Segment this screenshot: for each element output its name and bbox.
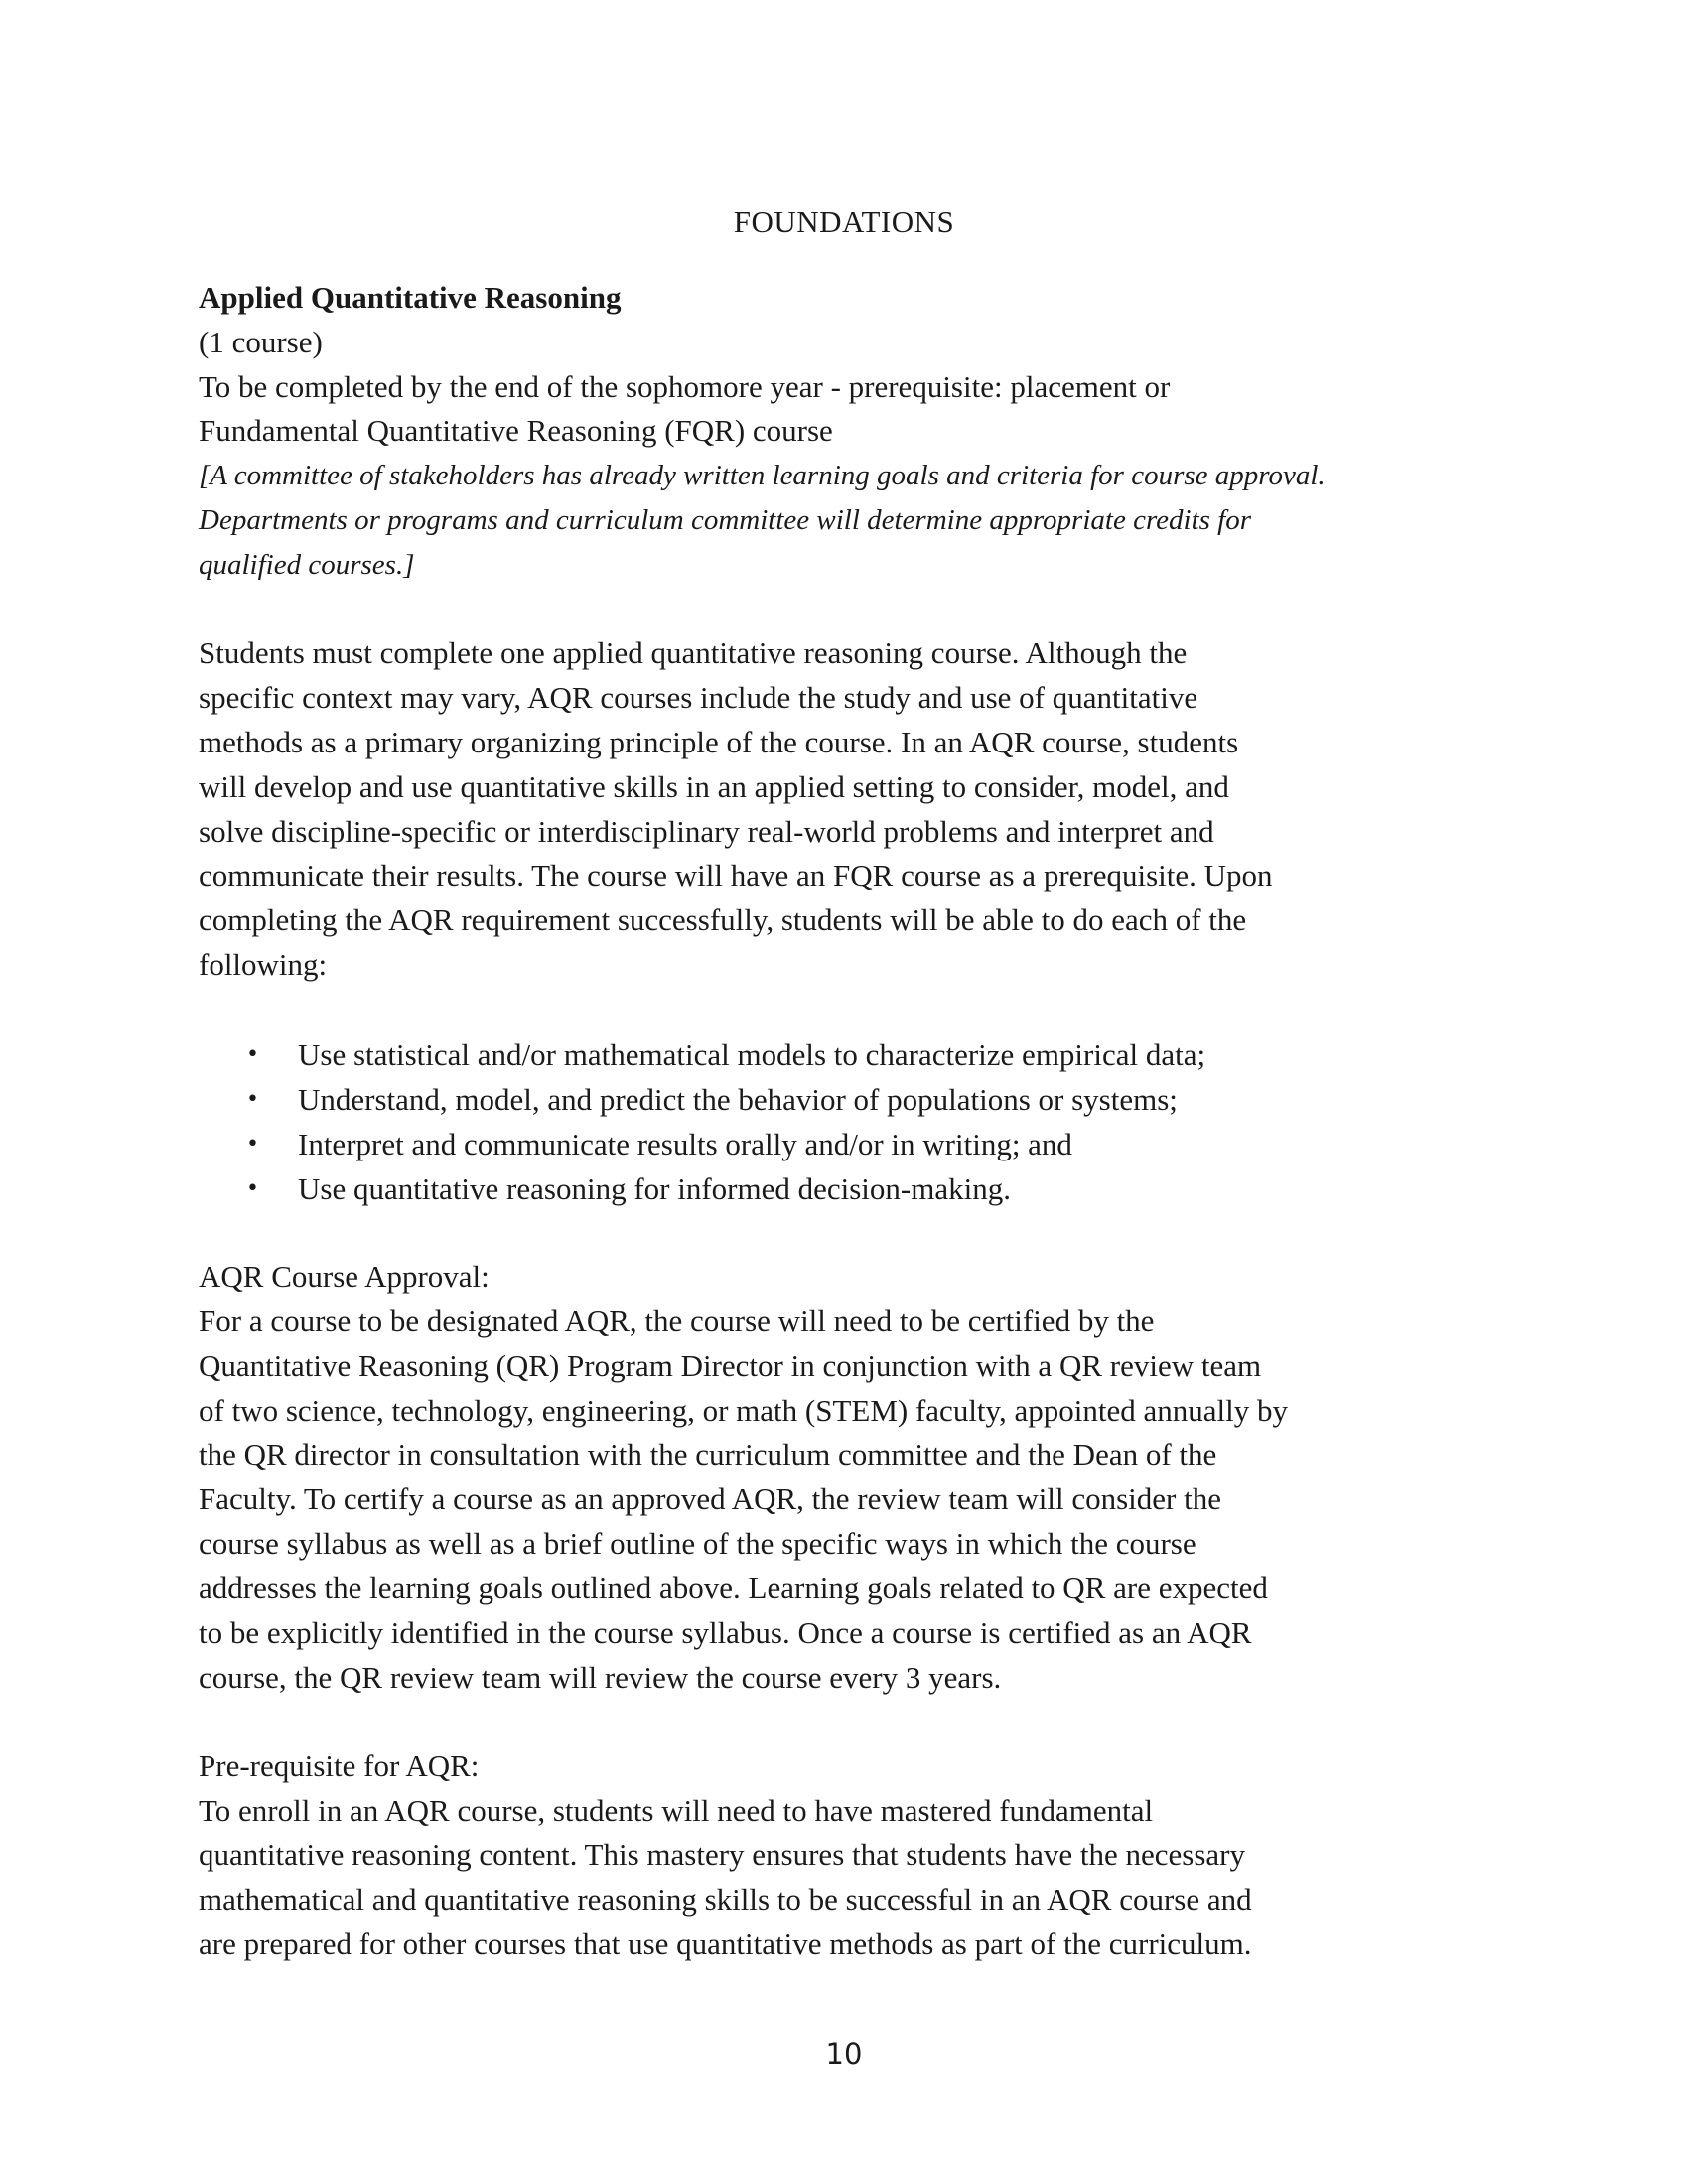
list-item — [199, 1077, 1509, 1122]
approval-line: For a course to be designated AQR, the course will need to be certified by the — [199, 1303, 1155, 1339]
intro-line: solve discipline-specific or interdisciplinary real-world problems and interpret and — [199, 813, 1214, 849]
committee-note-line: Departments or programs and curriculum committee will determine appropriate credits for — [199, 503, 1252, 536]
paragraph-spacer — [199, 588, 1509, 632]
approval-line: to be explicitly identified in the course syllabus. Once a course is certified as an AQR — [199, 1614, 1252, 1650]
committee-note-line: qualified courses.] — [199, 548, 415, 581]
approval-heading: AQR Course Approval: — [199, 1259, 490, 1295]
intro-line: communicate their results. The course will have an FQR course as a prerequisite. Upon — [199, 858, 1273, 893]
bullet-icon: • — [246, 1086, 259, 1112]
prerequisite-line: To enroll in an AQR course, students will need to have mastered fundamental — [199, 1792, 1154, 1828]
prerequisite-line: mathematical and quantitative reasoning skills to be successful in an AQR course and — [199, 1881, 1252, 1917]
paragraph-spacer — [199, 988, 1509, 1032]
prerequisite-heading: Pre-requisite for AQR: — [199, 1748, 480, 1784]
approval-line: Faculty. To certify a course as an approved AQR, the review team will consider the — [199, 1481, 1221, 1517]
bullet-icon: • — [246, 1175, 259, 1201]
course-timing-line: Fundamental Quantitative Reasoning (FQR) course — [199, 413, 833, 449]
intro-line: methods as a primary organizing principle of the course. In an AQR course, students — [199, 724, 1239, 759]
section-heading: FOUNDATIONS — [733, 205, 955, 239]
intro-paragraph — [199, 631, 1509, 987]
committee-note-line: [A committee of stakeholders has already written learning goals and criteria for course approval. — [199, 460, 1326, 492]
list-item — [199, 1122, 1509, 1166]
page-content — [199, 276, 1509, 1967]
prerequisite-line: quantitative reasoning content. This mastery ensures that students have the necessary — [199, 1837, 1245, 1872]
approval-line: Quantitative Reasoning (QR) Program Director in conjunction with a QR review team — [199, 1347, 1262, 1383]
bullet-icon: • — [246, 1131, 259, 1157]
bullet-icon: • — [246, 1041, 259, 1067]
course-title: Applied Quantitative Reasoning — [199, 280, 622, 315]
learning-goals-list — [199, 1032, 1509, 1211]
approval-line: the QR director in consultation with the curriculum committee and the Dean of the — [199, 1436, 1217, 1472]
paragraph-spacer — [199, 1211, 1509, 1256]
approval-line: of two science, technology, engineering, or math (STEM) faculty, appointed annually by — [199, 1392, 1289, 1428]
prerequisite-line: are prepared for other courses that use quantitative methods as part of the curriculum. — [199, 1926, 1252, 1962]
page-number: 10 — [825, 2037, 863, 2071]
approval-line: course, the QR review team will review the course every 3 years. — [199, 1659, 1002, 1695]
list-item — [199, 1166, 1509, 1211]
prerequisite-paragraph — [199, 1789, 1509, 1967]
goal-text: Use statistical and/or mathematical models to characterize empirical data; — [298, 1036, 1206, 1072]
list-item — [199, 1032, 1509, 1077]
approval-line: addresses the learning goals outlined above. Learning goals related to QR are expected — [199, 1570, 1268, 1605]
course-count: (1 course) — [199, 324, 323, 359]
intro-line: Students must complete one applied quantitative reasoning course. Although the — [199, 635, 1188, 671]
paragraph-spacer — [199, 1700, 1509, 1744]
intro-line: will develop and use quantitative skills in an applied setting to consider, model, and — [199, 768, 1229, 804]
course-timing-line: To be completed by the end of the sophomore year - prerequisite: placement or — [199, 368, 1171, 404]
approval-paragraph — [199, 1299, 1509, 1700]
intro-line: following: — [199, 946, 328, 982]
goal-text: Understand, model, and predict the behavior of populations or systems; — [298, 1081, 1178, 1117]
intro-line: specific context may vary, AQR courses include the study and use of quantitative — [199, 680, 1198, 716]
approval-line: course syllabus as well as a brief outline of the specific ways in which the course — [199, 1526, 1196, 1562]
goal-text: Use quantitative reasoning for informed decision-making. — [298, 1170, 1011, 1206]
goal-text: Interpret and communicate results orally and/or in writing; and — [298, 1126, 1072, 1161]
intro-line: completing the AQR requirement successfully, students will be able to do each of the — [199, 902, 1247, 938]
